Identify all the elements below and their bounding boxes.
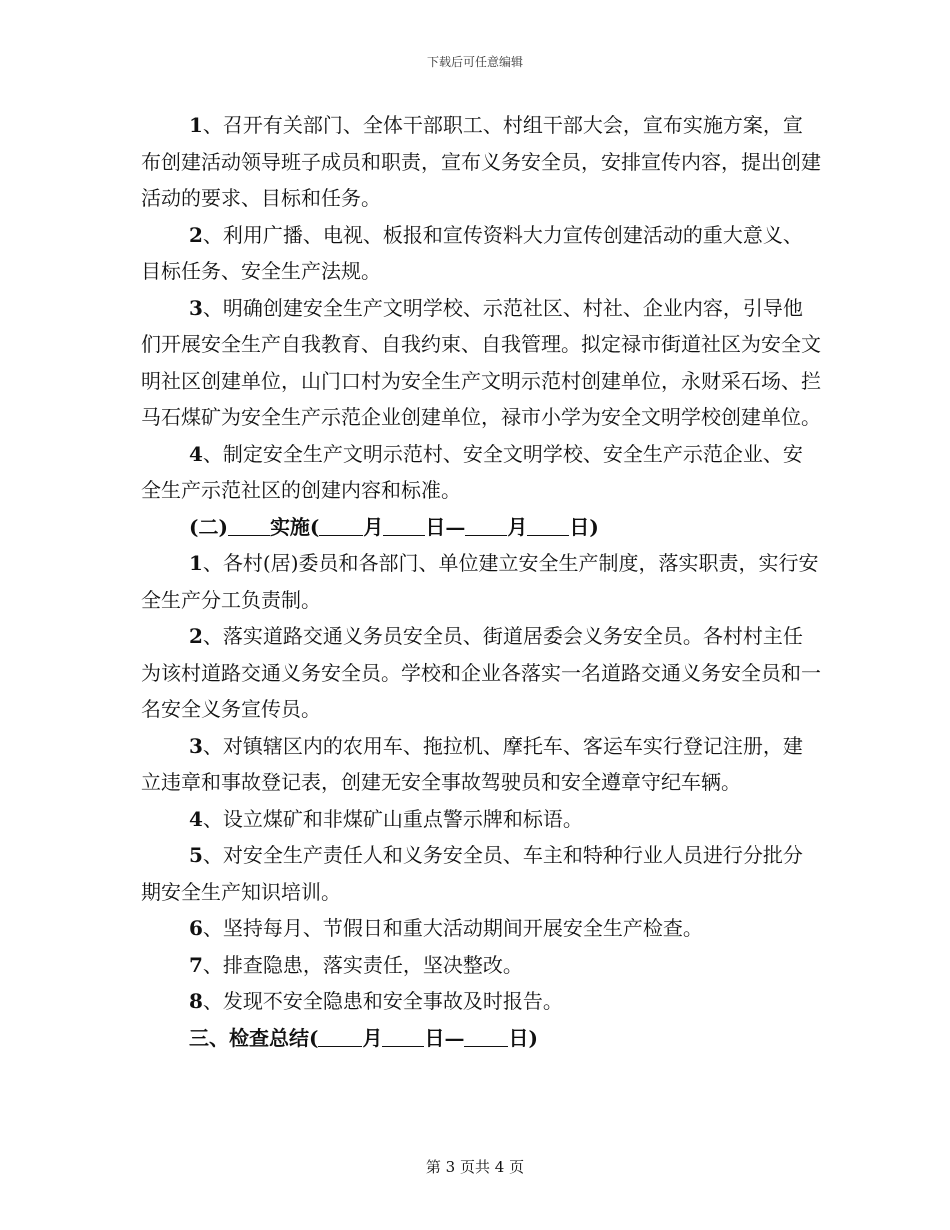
list-item: 5、对安全生产责任人和义务安全员、车主和特种行业人员进行分批分期安全生产知识培训。 — [141, 843, 803, 904]
paragraph-list-1 — [141, 107, 821, 509]
paragraph-list-2 — [141, 545, 821, 1020]
list-item: 2、利用广播、电视、板报和宣传资料大力宣传创建活动的重大意义、目标任务、安全生产法规。 — [141, 222, 803, 283]
list-item: 6、坚持每月、节假日和重大活动期间开展安全生产检查。 — [189, 916, 703, 940]
list-item: 4、设立煤矿和非煤矿山重点警示牌和标语。 — [189, 806, 583, 831]
list-item: 3、明确创建安全生产文明学校、示范社区、村社、企业内容，引导他们开展安全生产自我教育、自我约束、自我管理。拟定禄市街道社区为安全文明社区创建单位，山门口村为安全生产文明示范村创建单位，永财采石场、拦马石煤矿为安全生产示范企业创建单位，禄市小学为安全文明学校创建单位。 — [141, 295, 821, 429]
document-body — [141, 107, 821, 1056]
list-item: 1、各村(居)委员和各部门、单位建立安全生产制度，落实职责，实行安全生产分工负责制。 — [141, 551, 819, 612]
list-item: 1、召开有关部门、全体干部职工、村组干部大会，宣布实施方案，宣布创建活动领导班子成员和职责，宣布义务安全员，安排宣传内容，提出创建活动的要求、目标和任务。 — [141, 113, 821, 210]
section-heading-implementation: (二) 实施( 月 日— 月 日) — [141, 509, 821, 546]
page-header: 下载后可任意编辑 — [426, 55, 523, 69]
list-item: 7、排查隐患，落实责任，坚决整改。 — [189, 952, 523, 977]
list-item: 2、落实道路交通义务员安全员、街道居委会义务安全员。各村村主任为该村道路交通义务安全员。学校和企业各落实一名道路交通义务安全员和一名安全义务宣传员。 — [141, 624, 821, 721]
list-item: 4、制定安全生产文明示范村、安全文明学校、安全生产示范企业、安全生产示范社区的创建内容和标准。 — [141, 441, 803, 502]
list-item: 8、发现不安全隐患和安全事故及时报告。 — [189, 989, 563, 1013]
section-heading-summary: 三、检查总结( 月 日— 日) — [141, 1020, 821, 1057]
list-item: 3、对镇辖区内的农用车、拖拉机、摩托车、客运车实行登记注册，建立违章和事故登记表，创建无安全事故驾驶员和安全遵章守纪车辆。 — [141, 733, 803, 794]
page-footer: 第 3 页共 4 页 — [425, 1158, 525, 1176]
